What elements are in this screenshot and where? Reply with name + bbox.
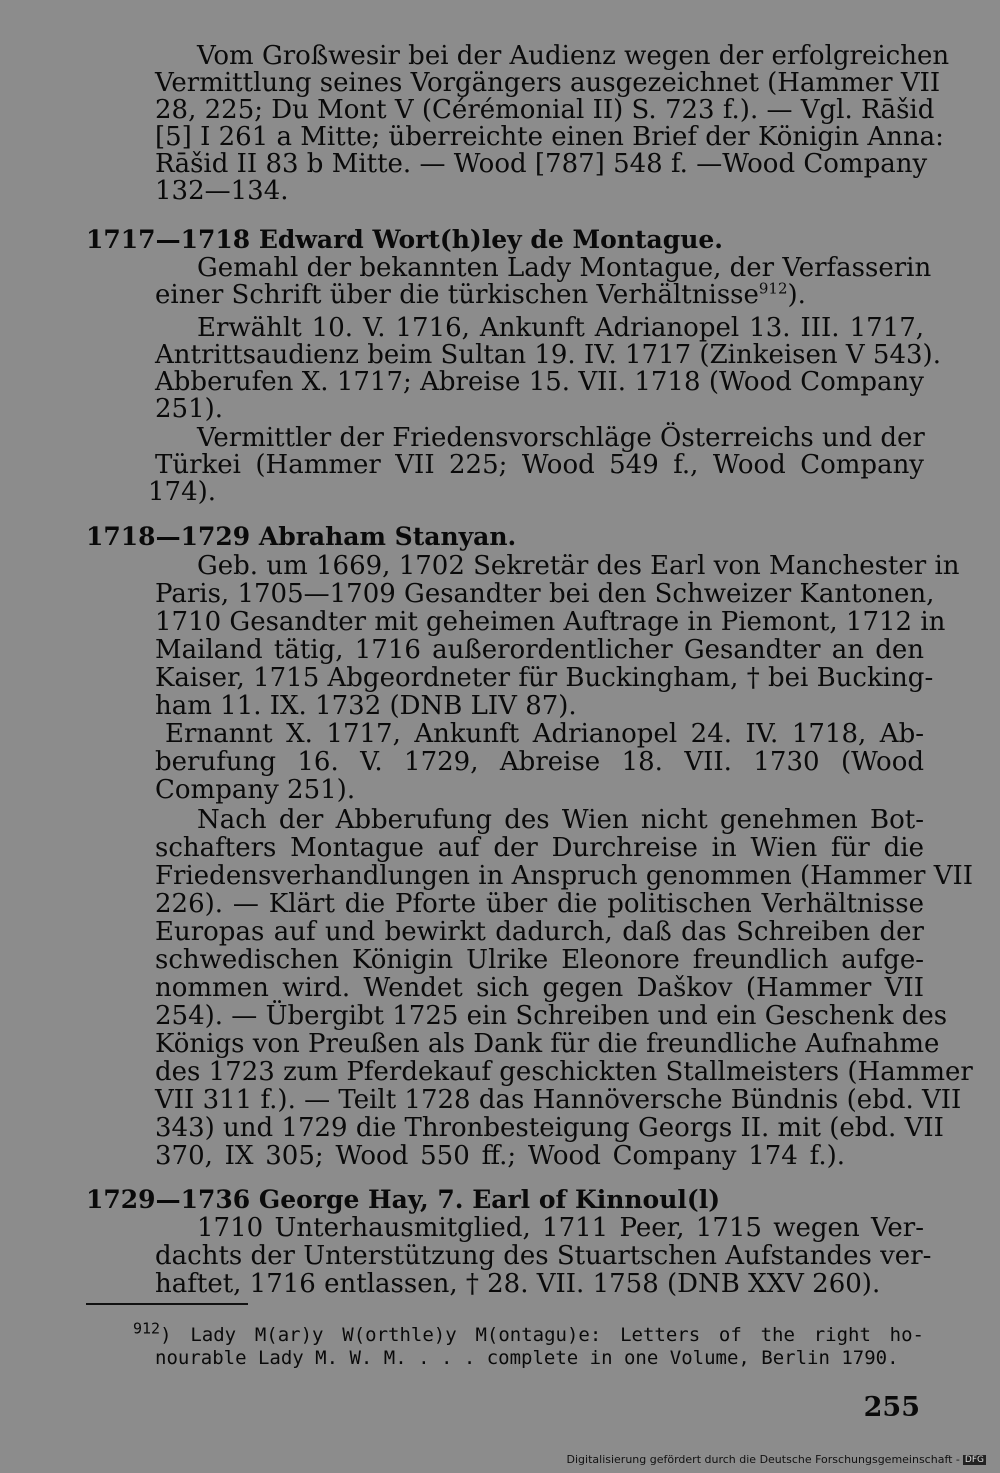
- text-line: Ernannt X. 1717, Ankunft Adrianopel 24. IV. 1718, Ab-: [165, 719, 924, 749]
- text-line: Antrittsaudienz beim Sultan 19. IV. 1717 (Zinkeisen V 543).: [155, 340, 941, 370]
- text-line: des 1723 zum Pferdekauf geschickten Stallmeisters (Hammer: [155, 1057, 973, 1087]
- text-line: Europas auf und bewirkt dadurch, daß das Schreiben der: [155, 917, 924, 947]
- footnote-rule: [86, 1303, 248, 1305]
- text-segment: einer Schrift über die türkischen Verhältnisse: [155, 280, 759, 310]
- text-line: schwedischen Königin Ulrike Eleonore freundlich aufge-: [155, 945, 924, 975]
- text-line: 226). — Klärt die Pforte über die politischen Verhältnisse: [155, 889, 924, 919]
- text-line: 1710 Gesandter mit geheimen Auftrage in Piemont, 1712 in: [155, 607, 946, 637]
- text-line: 343) und 1729 die Thronbesteigung Georgs II. mit (ebd. VII: [155, 1113, 944, 1143]
- text-line: Geb. um 1669, 1702 Sekretär des Earl von Manchester in: [197, 551, 960, 581]
- text-line: Erwählt 10. V. 1716, Ankunft Adrianopel 13. III. 1717,: [197, 313, 924, 343]
- text-line: Paris, 1705—1709 Gesandter bei den Schweizer Kantonen,: [155, 579, 935, 609]
- text-line: Vermittler der Friedensvorschläge Österreichs und der: [197, 423, 925, 453]
- text-line: [5] I 261 a Mitte; überreichte einen Brief der Königin Anna:: [155, 122, 944, 152]
- entry-heading: 1718—1729 Abraham Stanyan.: [86, 522, 517, 551]
- footnote-line: [133, 1319, 924, 1346]
- text-line: Kaiser, 1715 Abgeordneter für Buckingham, † bei Bucking-: [155, 663, 934, 693]
- text-line: 28, 225; Du Mont V (Cérémonial II) S. 723 f.). — Vgl. Rāšid: [155, 95, 935, 125]
- text-line: 132—134.: [155, 176, 289, 206]
- text-line: Abberufen X. 1717; Abreise 15. VII. 1718 (Wood Company: [155, 367, 924, 397]
- text-line: 251).: [155, 394, 224, 424]
- text-line: Company 251).: [155, 775, 356, 805]
- text-line: ham 11. IX. 1732 (DNB LIV 87).: [155, 691, 577, 721]
- text-line: [155, 281, 806, 309]
- text-line: dachts der Unterstützung des Stuartschen Aufstandes ver-: [155, 1241, 932, 1271]
- text-line: Friedensverhandlungen in Anspruch genommen (Hammer VII: [155, 861, 974, 891]
- footnote-marker: 912: [133, 1319, 161, 1338]
- text-line: schafters Montague auf der Durchreise in Wien für die: [155, 833, 924, 863]
- credit-text: Digitalisierung gefördert durch die Deutsche Forschungsgemeinschaft -: [566, 1453, 960, 1466]
- entry-heading: 1717—1718 Edward Wort(h)ley de Montague.: [86, 225, 723, 254]
- text-line: Nach der Abberufung des Wien nicht genehmen Bot-: [197, 805, 924, 835]
- text-line: 370, IX 305; Wood 550 ff.; Wood Company 174 f.).: [155, 1141, 845, 1171]
- footnote-reference: 912: [758, 279, 788, 298]
- dfg-logo: DFG: [964, 1455, 984, 1465]
- text-line: VII 311 f.). — Teilt 1728 das Hannöversche Bündnis (ebd. VII: [155, 1085, 962, 1115]
- footnote-text: ) Lady M(ar)y W(orthle)y M(ontagu)e: Letters of the right ho-: [160, 1324, 924, 1346]
- text-line: nommen wird. Wendet sich gegen Daškov (Hammer VII: [155, 973, 924, 1003]
- footnote-line: nourable Lady M. W. M. . . . complete in one Volume, Berlin 1790.: [155, 1347, 899, 1369]
- text-line: Vom Großwesir bei der Audienz wegen der erfolgreichen: [197, 41, 950, 71]
- text-line: Vermittlung seines Vorgängers ausgezeichnet (Hammer VII: [155, 68, 941, 98]
- text-segment: ).: [787, 280, 806, 310]
- text-line: Königs von Preußen als Dank für die freundliche Aufnahme: [155, 1029, 940, 1059]
- text-line: Türkei (Hammer VII 225; Wood 549 f., Wood Company: [155, 450, 924, 480]
- text-line: Rāšid II 83 b Mitte. — Wood [787] 548 f. —Wood Company: [155, 149, 928, 179]
- entry-heading: 1729—1736 George Hay, 7. Earl of Kinnoul(l): [86, 1185, 721, 1214]
- text-line: Mailand tätig, 1716 außerordentlicher Gesandter an den: [155, 635, 924, 665]
- digitization-credit: [567, 1453, 986, 1466]
- text-line: Gemahl der bekannten Lady Montague, der Verfasserin: [197, 253, 932, 283]
- text-line: 174).: [148, 477, 217, 507]
- text-line: berufung 16. V. 1729, Abreise 18. VII. 1730 (Wood: [155, 747, 924, 777]
- page-number: 255: [863, 1392, 920, 1423]
- text-line: 254). — Übergibt 1725 ein Schreiben und ein Geschenk des: [155, 1001, 948, 1031]
- text-line: 1710 Unterhausmitglied, 1711 Peer, 1715 wegen Ver-: [197, 1213, 924, 1243]
- text-line: haftet, 1716 entlassen, † 28. VII. 1758 (DNB XXV 260).: [155, 1269, 881, 1299]
